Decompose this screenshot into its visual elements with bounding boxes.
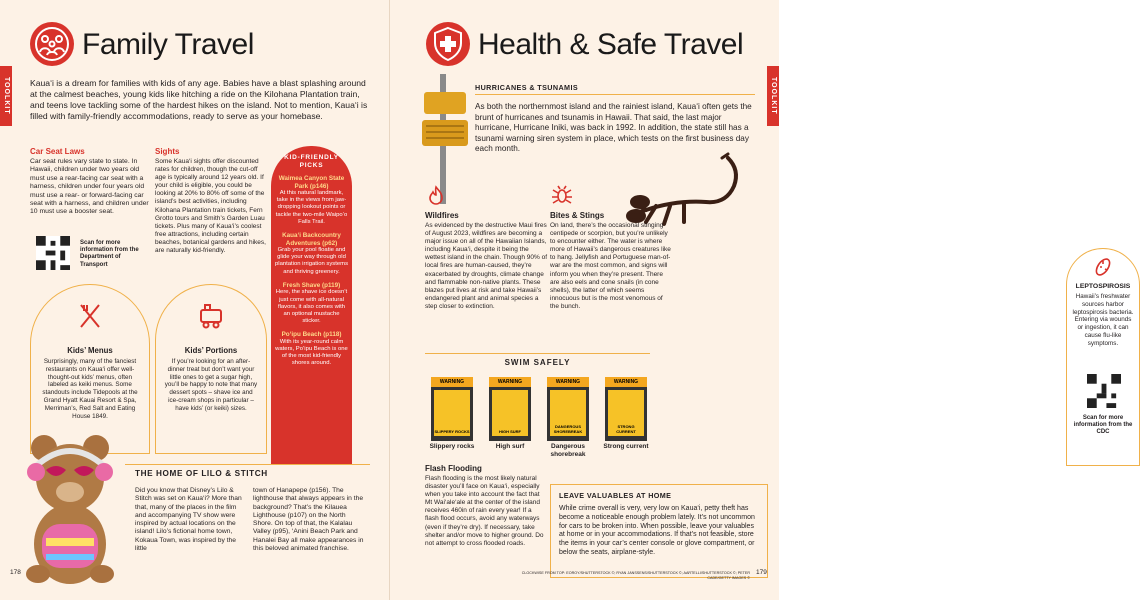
bug-icon [551,185,573,210]
leptospirosis-card [1066,248,1140,466]
warning-sign [489,377,531,441]
lilo-heading: THE HOME OF LILO & STITCH [135,469,268,478]
pick-desc: Grab your pool floatie and glide your way through old plantation irrigation systems and thriving greenery. [275,247,349,275]
sign-label: SLIPPERY ROCKS [434,428,470,434]
flooding-section [425,464,545,548]
photo-credits: CLOCKWISE FROM TOP: EOROY/SHUTTERSTOCK ©; RYAN JANSSENS/SHUTTERSTOCK ©; AARTELLI/SHUTTERSTOCK ©; PETER CADE/GETTY IMAGES © [521,571,750,580]
bites-heading: Bites & Stings [550,211,605,220]
qr-caption: Scan for more information from the Department of Transport [80,240,139,268]
divider [475,94,755,95]
wildfires-section [425,211,547,311]
lilo-col-1: Did you know that Disney’s Lilo & Stitch was set on Kaua‘i? More than that, many of the places in the film and accompanying TV show were inspired by actual locations on the island! Lilo’s fictional home town, Kokaua Town, was inspired by the little [135,487,242,553]
flooding-text: Flash flooding is the most likely natural disaster you’ll face on Kaua‘i, especially when you take into account the fact that Mt Wai‘ale‘ale at the center of the island receives 460in of rain every year! If a flash flood occurs, avoid any waterways (even if they’re dry). If necessary, take shelter and/or move to higher ground. Do not attempt to cross flooded roads. [425,475,544,547]
pick-desc: With its year-round calm waters, Po‘ipu Beach is one of the most kid-friendly shores around. [275,338,348,367]
train-icon [164,301,258,336]
page-title: Health & Safe Travel [478,28,744,61]
qr-code[interactable] [1087,374,1121,408]
toolkit-tab: TOOLKIT [0,66,12,126]
kids-menus-text: Surprisingly, many of the fanciest restaurants on Kaua‘i offer well-thought-out kids’ menus, often labeled as keiki menus. Some standouts include Tidepools at the Grand Hyatt Kauai Resort & Spa, Merriman’s, Red Salt and Eating House 1849. [42,358,138,420]
wildfires-text: As evidenced by the destructive Maui fires of August 2023, wildfires are becoming a major issue on all of the Hawaiian Islands, including Kaua‘i, despite it being the wettest island in the chain. Though 90% of local fires are human-caused, they’re exacerbated by droughts, climate change and flammable non-native plants. These blazes put lives at risk and take Hawaii’s endangered plant and animal species a step closer to extinction. [425,222,548,310]
pick-name: Kaua‘i Backcountry Adventures (p62) [282,232,341,247]
pick-name: Waimea Canyon State Park (p146) [278,175,345,190]
swim-heading: SWIM SAFELY [504,358,571,367]
swim-safely-section [425,353,650,463]
sights-section [155,147,267,255]
sign-caption: Strong current [603,443,649,450]
pick-item [275,282,348,326]
sights-heading: Sights [155,147,180,156]
sign-label: STRONG CURRENT [616,424,636,434]
kids-menus-title: Kids’ Menus [67,346,113,355]
kids-portions-card [155,284,267,454]
right-page [390,0,1134,600]
sign-top: WARNING [605,377,647,387]
bites-section [550,211,672,311]
sign-caption: High surf [495,443,525,450]
sign-top: WARNING [547,377,589,387]
page-number: 179 [756,569,767,576]
valuables-text: While crime overall is very, very low on Kaua‘i, petty theft has become a noticeable enough problem lately. It’s not uncommon for cars to be broken into. When possible, leave your valuables at home or in your accommodations. If that’s not feasible, store the items in your car’s center console or glove compartment, or below the seats, airplane-style. [559,505,755,556]
hurricanes-heading: HURRICANES & TSUNAMIS [475,83,579,92]
fire-icon [426,185,446,210]
lepto-heading: LEPTOSPIROSIS [1075,283,1131,290]
divider [425,353,650,354]
bites-text: On land, there’s the occasional stinging centipede or scorpion, but you’re unlikely to encounter either. The water is where more of Hawaii’s dangerous creatures like to hang. Jellyfish and Portuguese man-of-war are the most common, and signs will inform you when they’re present. There are also eels and cone snails (in cone shells), the latter of which seems innocuous but is the most venomous of the bunch. [550,222,671,310]
medical-cross-icon [426,22,470,66]
bacteria-icon [1091,255,1115,284]
sign-caption: Dangerous shorebreak [550,443,586,458]
sign-label: HIGH SURF [499,428,521,434]
teddy-bear-photo [14,426,126,586]
pick-desc: At this natural landmark, take in the views from jaw-dropping lookout points or tackle the two-mile Waipo‘o Falls Trail. [275,190,348,225]
family-icon [30,22,74,66]
lepto-text: Hawaii’s freshwater sources harbor leptospirosis bacteria. Entering via wounds or ingestion, it can cause flu-like symptoms. [1072,293,1134,347]
lilo-col-2: town of Hanapepe (p156). The lighthouse that always appears in the background? That’s the Kilauea Lighthouse (p107) on the North Shore. On top of that, the Kalalau Valley (p95), ‘Anini Beach Park and Hanalei Bay all make appearances in this beloved animated franchise. [253,487,364,553]
pick-item [275,331,348,367]
sign-top: WARNING [489,377,531,387]
valuables-heading: LEAVE VALUABLES AT HOME [559,491,672,500]
pick-desc: Here, the shave ice doesn’t just come with all-natural flavors, it also comes with an optional mustache sticker. [275,289,348,325]
warning-sign [431,377,473,441]
lepto-qr-caption: Scan for more information from the CDC [1073,415,1133,436]
sign-label: DANGEROUS SHOREBREAK [553,424,583,434]
pick-name: Po‘ipu Beach (p118) [281,331,342,339]
pick-name: Fresh Shave (p119) [282,281,341,289]
sights-text: Some Kaua‘i sights offer discounted rates for children, though the cut-off age is typically around 12 years old. If your child is eligible, you could be looking at 20% to 80% off some of the island’s best activities, including Kilohana Plantation train tickets, Fern Grotto tours and Smith’s Garden Luau tickets. Plus many of Kaua‘i’s coolest free attractions, including certain beaches, botanical gardens and hikes, are naturally kid-friendly. [155,158,266,255]
cutlery-icon [39,301,141,336]
kids-portions-title: Kids’ Portions [184,346,238,355]
qr-code[interactable] [36,236,70,270]
sign-top: WARNING [431,377,473,387]
kid-friendly-picks-box [271,146,352,464]
wildfires-heading: Wildfires [425,211,459,220]
picks-heading: KID-FRIENDLY PICKS [284,154,339,169]
car-seat-text: Car seat rules vary state to state. In Hawaii, children under two years old must use a rear-facing car seat with a harness, children under four years old must use a rear- or forward-facing car seat with a harness, and children under 10 must use a booster seat. [30,158,149,216]
car-seat-section [30,147,150,217]
flooding-heading: Flash Flooding [425,464,482,473]
pick-item [275,175,348,226]
page-number: 178 [10,569,21,576]
warning-sign [605,377,647,441]
pick-item [275,232,348,276]
intro-paragraph: Kaua‘i is a dream for families with kids of any age. Babies have a blast splashing around at the calmest beaches, young kids like hitching a ride on the Kilohana Plantation train, and teens love tackling some of the hardest hikes on the island. Not to mention, Kaua‘i is filled with family-friendly accommodations, ready to serve as your homebase. [30,78,368,121]
warning-sign [547,377,589,441]
left-page [0,0,389,600]
car-seat-heading: Car Seat Laws [30,147,85,156]
toolkit-tab: TOOLKIT [767,66,779,126]
page-title: Family Travel [82,28,254,61]
kids-portions-text: If you’re looking for an after-dinner treat but don’t want your little ones to get a sugar high, you’ll be happy to note that many dessert spots – shave ice and ice-cream shops in particular – have kids’ (or keiki) sizes. [164,358,258,412]
lilo-stitch-box [125,464,370,582]
hurricanes-text: As both the northernmost island and the rainiest island, Kaua‘i often gets the brunt of hurricanes and tsunamis in Hawaii. That said, the last major hurricane, Hurricane Iniki, was back in 1992. In addition, the state still has a tsunami warning siren system in place, which tests on the first business day each month. [475,102,752,153]
valuables-box [550,484,768,578]
sign-caption: Slippery rocks [429,443,475,450]
